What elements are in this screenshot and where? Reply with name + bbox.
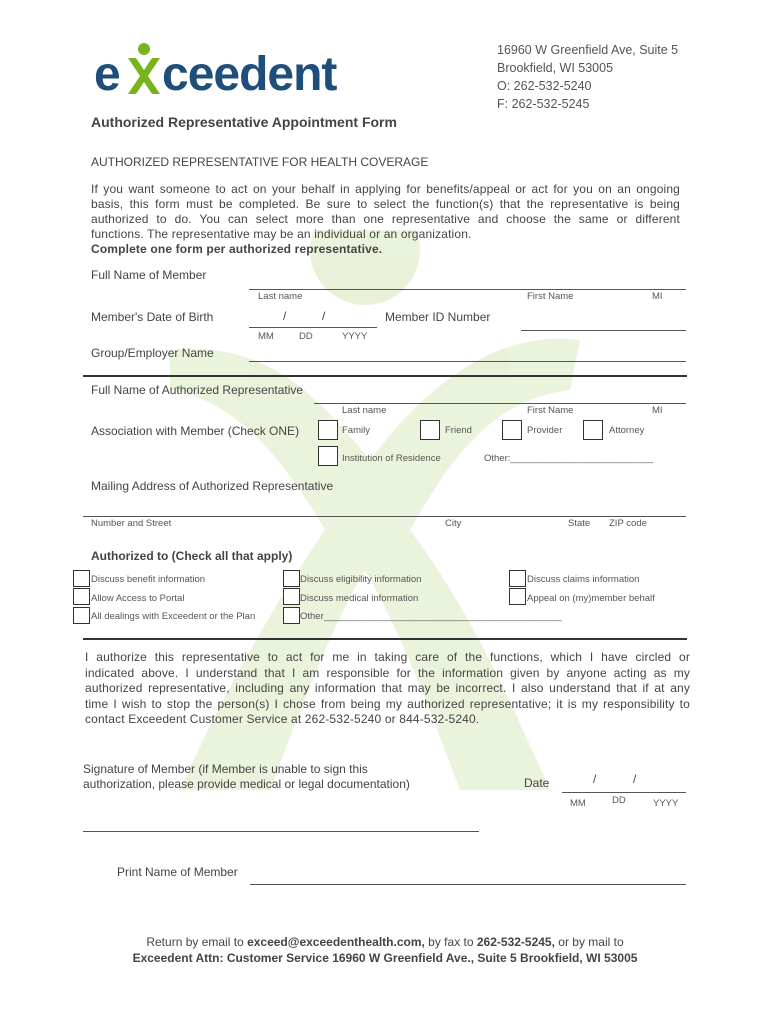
state-caption: State [568, 518, 591, 529]
signature-field[interactable] [83, 831, 479, 832]
authorization-line: I authorize this representative to act for me in taking care of the functions, which I have circled or [85, 650, 690, 664]
group-employer-label: Group/Employer Name [91, 346, 214, 360]
other-authorization-checkbox[interactable] [283, 607, 300, 624]
intro-line: If you want someone to act on your behalf in applying for benefits/appeal or act for you on an ongoing [91, 182, 680, 196]
medical-info-checkbox[interactable] [283, 588, 300, 605]
institution-checkbox[interactable] [318, 446, 338, 466]
date-field[interactable] [562, 792, 686, 793]
rep-name-label: Full Name of Authorized Representative [91, 383, 304, 397]
authorization-line: time I wish to stop the person(s) I chose from being my authorized representative; it is my responsibility to [85, 696, 690, 711]
portal-access-label: Allow Access to Portal [91, 593, 185, 604]
print-name-field[interactable] [250, 884, 686, 885]
date-mm-caption: MM [570, 798, 586, 809]
intro-line: basis, this form must be completed. Be sure to select the function(s) that the representative is being [91, 197, 680, 211]
authorization-line: authorized representative, including any information that may be incorrect. I also understand that if at any [85, 681, 690, 695]
authorization-line: contact Exceedent Customer Service at 262-532-5240 or 844-532-5240. [85, 712, 480, 726]
authorization-paragraph [85, 650, 690, 728]
dob-dd-caption: DD [299, 331, 313, 342]
all-dealings-label: All dealings with Exceedent or the Plan [91, 611, 256, 622]
zip-caption: ZIP code [609, 518, 647, 529]
group-employer-field[interactable] [249, 361, 686, 362]
institution-option-label: Institution of Residence [342, 453, 441, 464]
authorized-to-heading: Authorized to (Check all that apply) [91, 549, 293, 563]
member-name-field[interactable] [249, 289, 686, 290]
return-by-fax: by fax to [424, 935, 477, 949]
section-heading: AUTHORIZED REPRESENTATIVE FOR HEALTH COVERAGE [91, 155, 429, 169]
dob-slash: / [322, 309, 326, 323]
exceedent-logo [92, 40, 372, 96]
family-option-label: Family [342, 425, 370, 436]
mailing-address-footer: Exceedent Attn: Customer Service 16960 W Greenfield Ave., Suite 5 Brookfield, WI 53005 [132, 951, 638, 965]
benefit-info-label: Discuss benefit information [91, 574, 206, 585]
member-first-name-caption: First Name [527, 291, 574, 302]
member-dob-label: Member's Date of Birth [91, 310, 214, 324]
appeal-label: Appeal on (my)member behalf [527, 593, 655, 604]
fax-number: F: 262-532-5245 [497, 97, 590, 111]
member-name-label: Full Name of Member [91, 268, 207, 282]
claims-info-checkbox[interactable] [509, 570, 526, 587]
signature-label-line2: authorization, please provide medical or legal documentation) [83, 777, 410, 791]
section-divider [83, 375, 687, 377]
eligibility-info-label: Discuss eligibility information [300, 574, 422, 585]
friend-option-label: Friend [445, 425, 472, 436]
print-name-label: Print Name of Member [117, 865, 238, 879]
city-caption: City [445, 518, 462, 529]
all-dealings-checkbox[interactable] [73, 607, 90, 624]
association-label: Association with Member (Check ONE) [91, 424, 300, 438]
claims-info-label: Discuss claims information [527, 574, 640, 585]
address-line1: 16960 W Greenfield Ave, Suite 5 [497, 43, 679, 57]
date-label: Date [524, 776, 550, 790]
other-authorization-label[interactable]: Other_____________________________________________ [300, 611, 562, 622]
benefit-info-checkbox[interactable] [73, 570, 90, 587]
member-dob-field[interactable] [249, 327, 377, 328]
provider-checkbox[interactable] [502, 420, 522, 440]
rep-last-name-caption: Last name [342, 405, 387, 416]
member-last-name-caption: Last name [258, 291, 303, 302]
eligibility-info-checkbox[interactable] [283, 570, 300, 587]
address-line2: Brookfield, WI 53005 [497, 61, 614, 75]
attorney-option-label: Attorney [609, 425, 645, 436]
intro-paragraph [91, 182, 680, 257]
date-dd-caption: DD [612, 795, 626, 806]
street-caption: Number and Street [91, 518, 172, 529]
return-email-link[interactable]: exceed@exceedenthealth.com, [247, 935, 425, 949]
mailing-address-field[interactable] [83, 516, 686, 517]
return-fax-number: 262-532-5245, [476, 935, 555, 949]
form-title: Authorized Representative Appointment Form [91, 114, 397, 130]
date-slash: / [593, 772, 597, 786]
return-by-mail: or by mail to [554, 935, 624, 949]
phone-number: O: 262-532-5240 [497, 79, 592, 93]
provider-option-label: Provider [527, 425, 563, 436]
svg-text:ceedent: ceedent [162, 48, 337, 96]
svg-text:e: e [94, 48, 121, 96]
rep-mi-caption: MI [652, 405, 663, 416]
member-mi-caption: MI [652, 291, 663, 302]
family-checkbox[interactable] [318, 420, 338, 440]
member-id-field[interactable] [521, 330, 686, 331]
intro-line: authorized to do. You can select more than one representative and choose the same or different [91, 212, 680, 226]
appeal-checkbox[interactable] [509, 588, 526, 605]
authorization-line: indicated above. I understand that I am responsible for the information given by anyone acting as my [85, 665, 690, 680]
dob-mm-caption: MM [258, 331, 274, 342]
portal-access-checkbox[interactable] [73, 588, 90, 605]
rep-first-name-caption: First Name [527, 405, 574, 416]
medical-info-label: Discuss medical information [300, 593, 419, 604]
other-association-label[interactable]: Other:___________________________ [484, 453, 654, 464]
dob-slash: / [283, 309, 287, 323]
return-instructions [0, 935, 770, 949]
member-id-label: Member ID Number [385, 310, 491, 324]
date-yyyy-caption: YYYY [653, 798, 679, 809]
friend-checkbox[interactable] [420, 420, 440, 440]
intro-bold-line: Complete one form per authorized representative. [91, 242, 383, 256]
mailing-address-label: Mailing Address of Authorized Representative [91, 479, 334, 493]
date-slash: / [633, 772, 637, 786]
dob-yyyy-caption: YYYY [342, 331, 368, 342]
signature-label-line1: Signature of Member (if Member is unable to sign this [83, 762, 368, 776]
return-prefix: Return by email to [146, 935, 248, 949]
attorney-checkbox[interactable] [583, 420, 603, 440]
rep-name-field[interactable] [314, 403, 686, 404]
section-divider [83, 638, 687, 640]
intro-line: functions. The representative may be an individual or an organization. [91, 227, 472, 241]
